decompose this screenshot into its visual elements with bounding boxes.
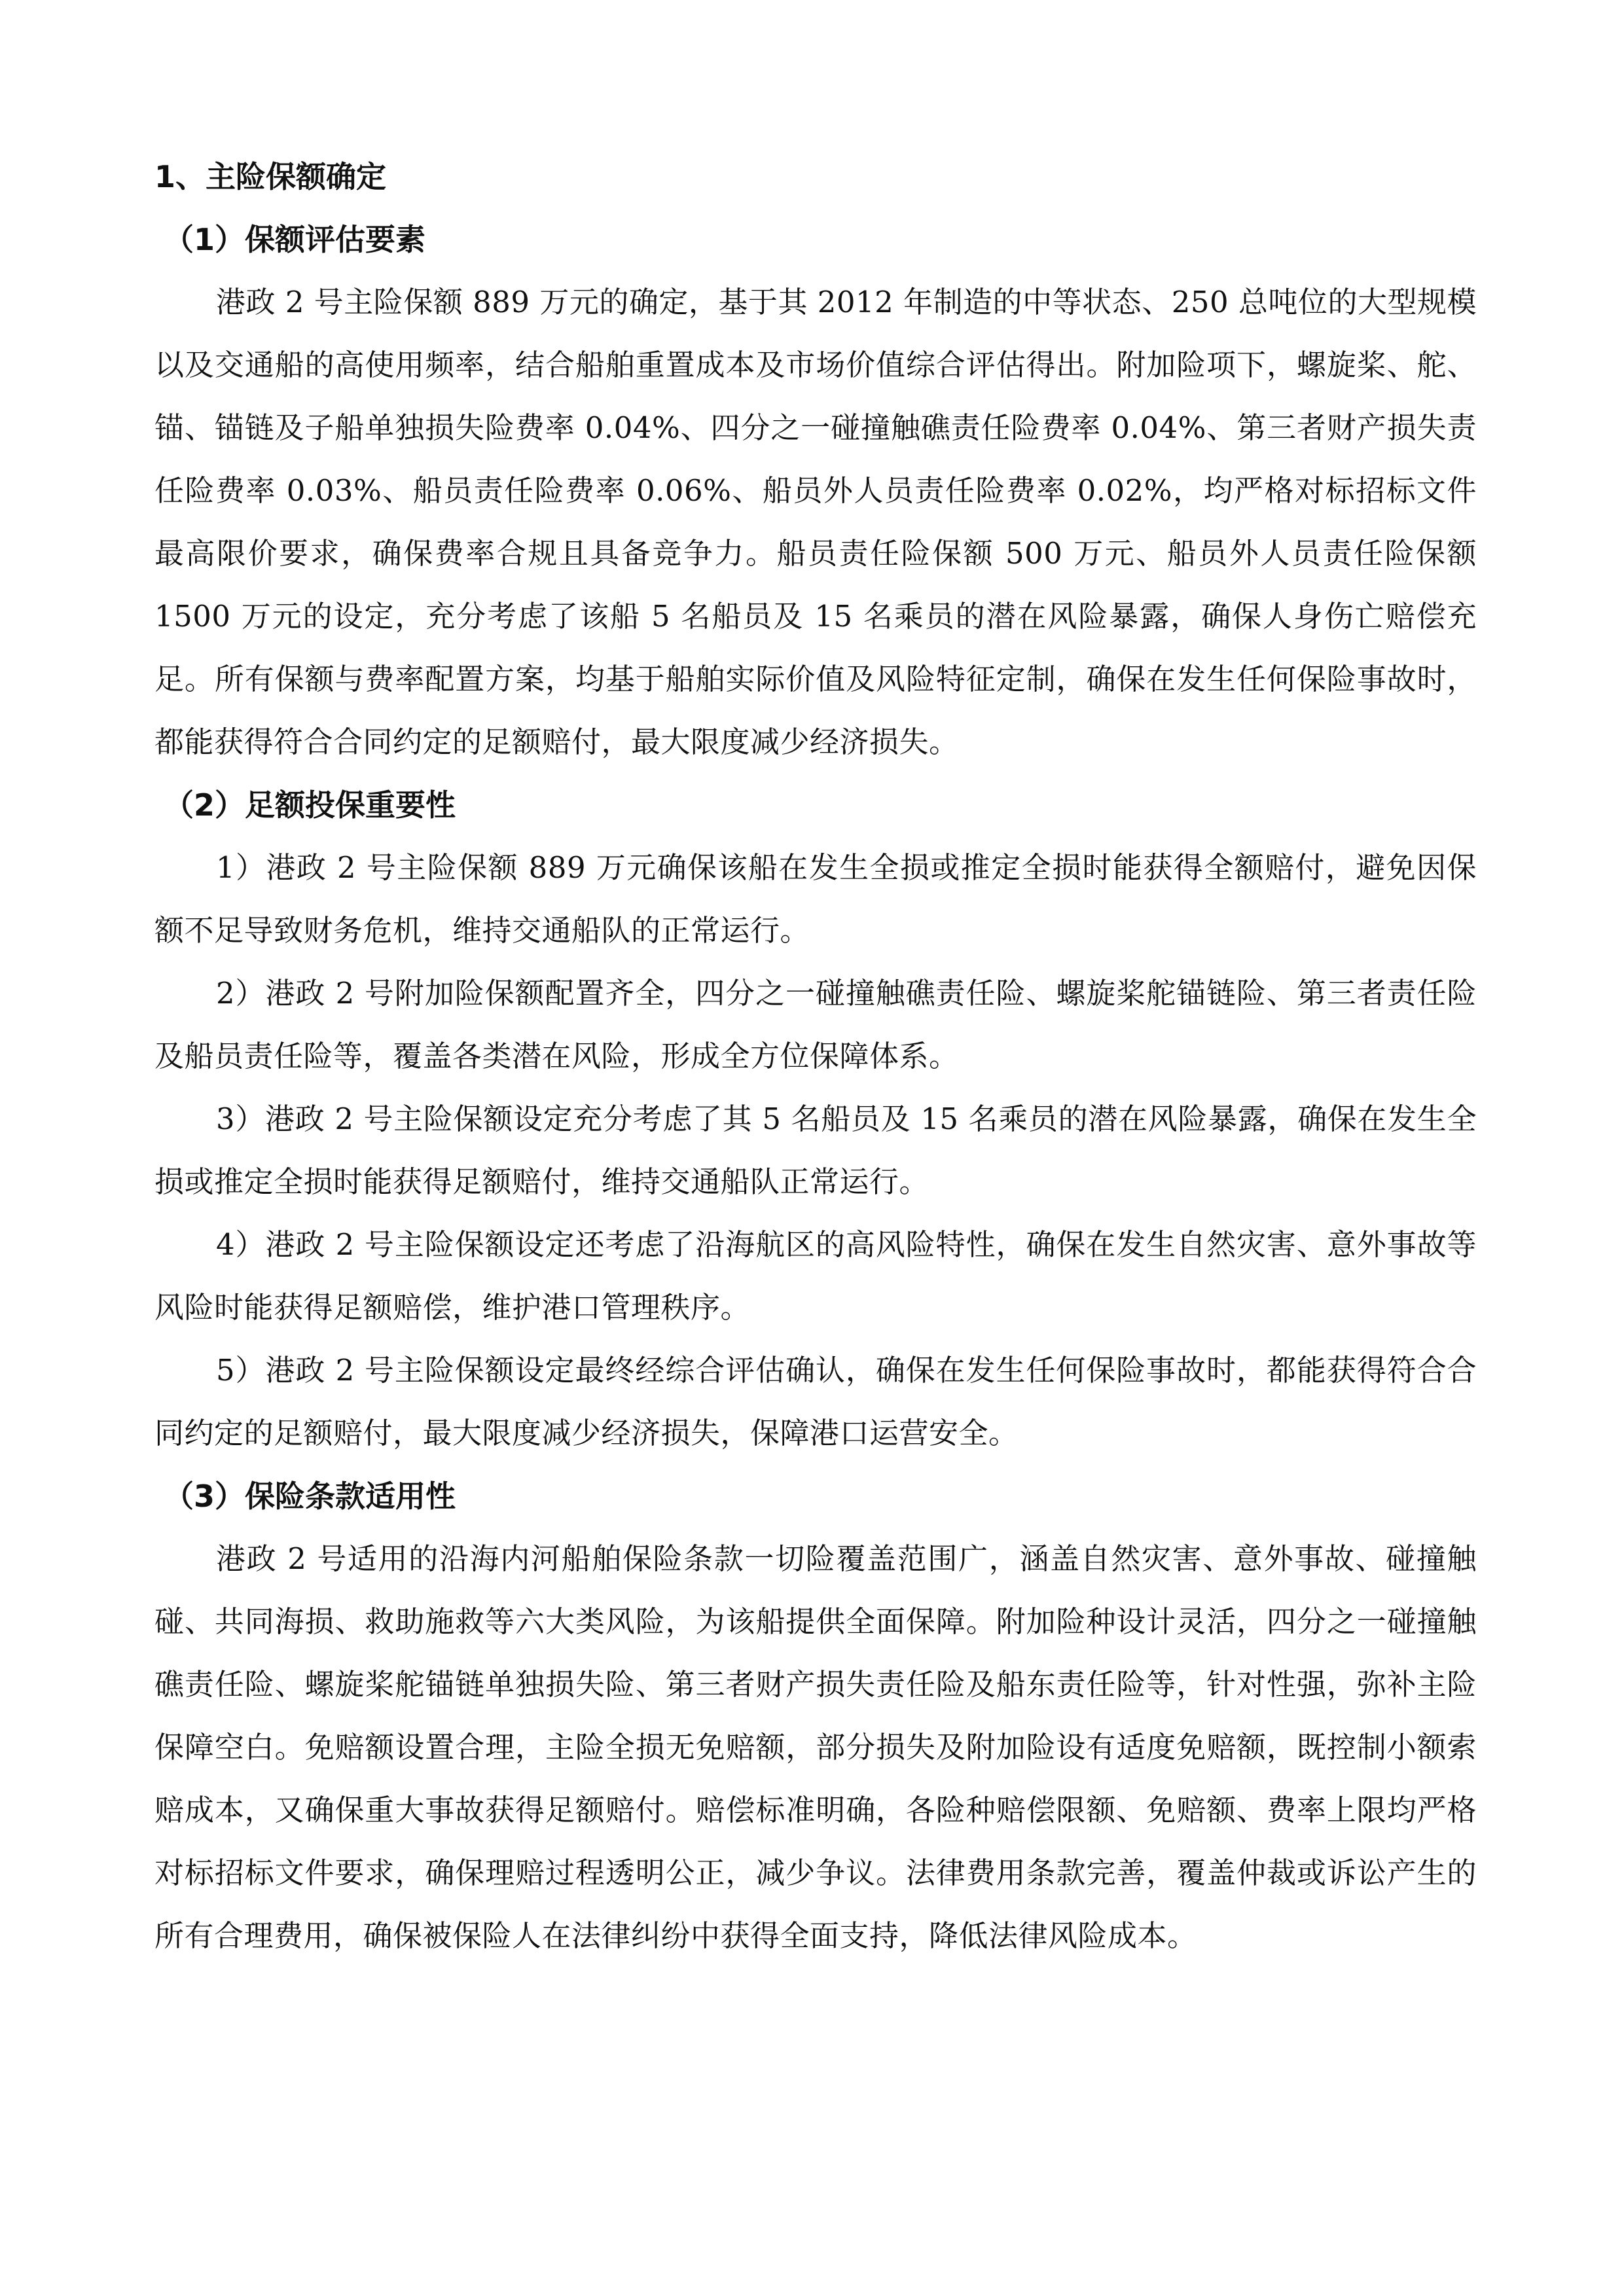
list-item-paragraph: 1）港政 2 号主险保额 889 万元确保该船在发生全损或推定全损时能获得全额赔付，避免因保额不足导致财务危机，维持交通船队的正常运行。: [154, 850, 1477, 948]
list-item-paragraph: 3）港政 2 号主险保额设定充分考虑了其 5 名船员及 15 名乘员的潜在风险暴露，确保在发生全损或推定全损时能获得足额赔付，维持交通船队正常运行。: [154, 1102, 1477, 1199]
section-heading-main: 1、主险保额确定: [154, 159, 387, 194]
subsection-heading-2: （2）足额投保重要性: [164, 787, 456, 823]
subsection-heading-1: （1）保额评估要素: [164, 222, 426, 257]
document-body: [154, 145, 1477, 1967]
paragraph: 港政 2 号适用的沿海内河船舶保险条款一切险覆盖范围广，涵盖自然灾害、意外事故、碰撞触碰、共同海损、救助施救等六大类风险，为该船提供全面保障。附加险种设计灵活，四分之一碰撞触礁责任险、螺旋桨舵锚链单独损失险、第三者财产损失责任险及船东责任险等，针对性强，弥补主险保障空白。免赔额设置合理，主险全损无免赔额，部分损失及附加险设有适度免赔额，既控制小额索赔成本，又确保重大事故获得足额赔付。赔偿标准明确，各险种赔偿限额、免赔额、费率上限均严格对标招标文件要求，确保理赔过程透明公正，减少争议。法律费用条款完善，覆盖仲裁或诉讼产生的所有合理费用，确保被保险人在法律纠纷中获得全面支持，降低法律风险成本。: [154, 1541, 1477, 1953]
list-item-paragraph: 2）港政 2 号附加险保额配置齐全，四分之一碰撞触礁责任险、螺旋桨舵锚链险、第三者责任险及船员责任险等，覆盖各类潜在风险，形成全方位保障体系。: [154, 976, 1477, 1073]
subsection-heading-3: （3）保险条款适用性: [164, 1479, 456, 1514]
list-item-paragraph: 5）港政 2 号主险保额设定最终经综合评估确认，确保在发生任何保险事故时，都能获得符合合同约定的足额赔付，最大限度减少经济损失，保障港口运营安全。: [154, 1353, 1477, 1450]
list-item-paragraph: 4）港政 2 号主险保额设定还考虑了沿海航区的高风险特性，确保在发生自然灾害、意外事故等风险时能获得足额赔偿，维护港口管理秩序。: [154, 1227, 1477, 1325]
paragraph: 港政 2 号主险保额 889 万元的确定，基于其 2012 年制造的中等状态、250 总吨位的大型规模以及交通船的高使用频率，结合船舶重置成本及市场价值综合评估得出。附加险项下，螺旋桨、舵、锚、锚链及子船单独损失险费率 0.04%、四分之一碰撞触礁责任险费率 0.04%、第三者财产损失责任险费率 0.03%、船员责任险费率 0.06%、船员外人员责任险费率 0.02%，均严格对标招标文件最高限价要求，确保费率合规且具备竞争力。船员责任险保额 500 万元、船员外人员责任险保额 1500 万元的设定，充分考虑了该船 5 名船员及 15 名乘员的潜在风险暴露，确保人身伤亡赔偿充足。所有保额与费率配置方案，均基于船舶实际价值及风险特征定制，确保在发生任何保险事故时，都能获得符合合同约定的足额赔付，最大限度减少经济损失。: [154, 285, 1477, 759]
